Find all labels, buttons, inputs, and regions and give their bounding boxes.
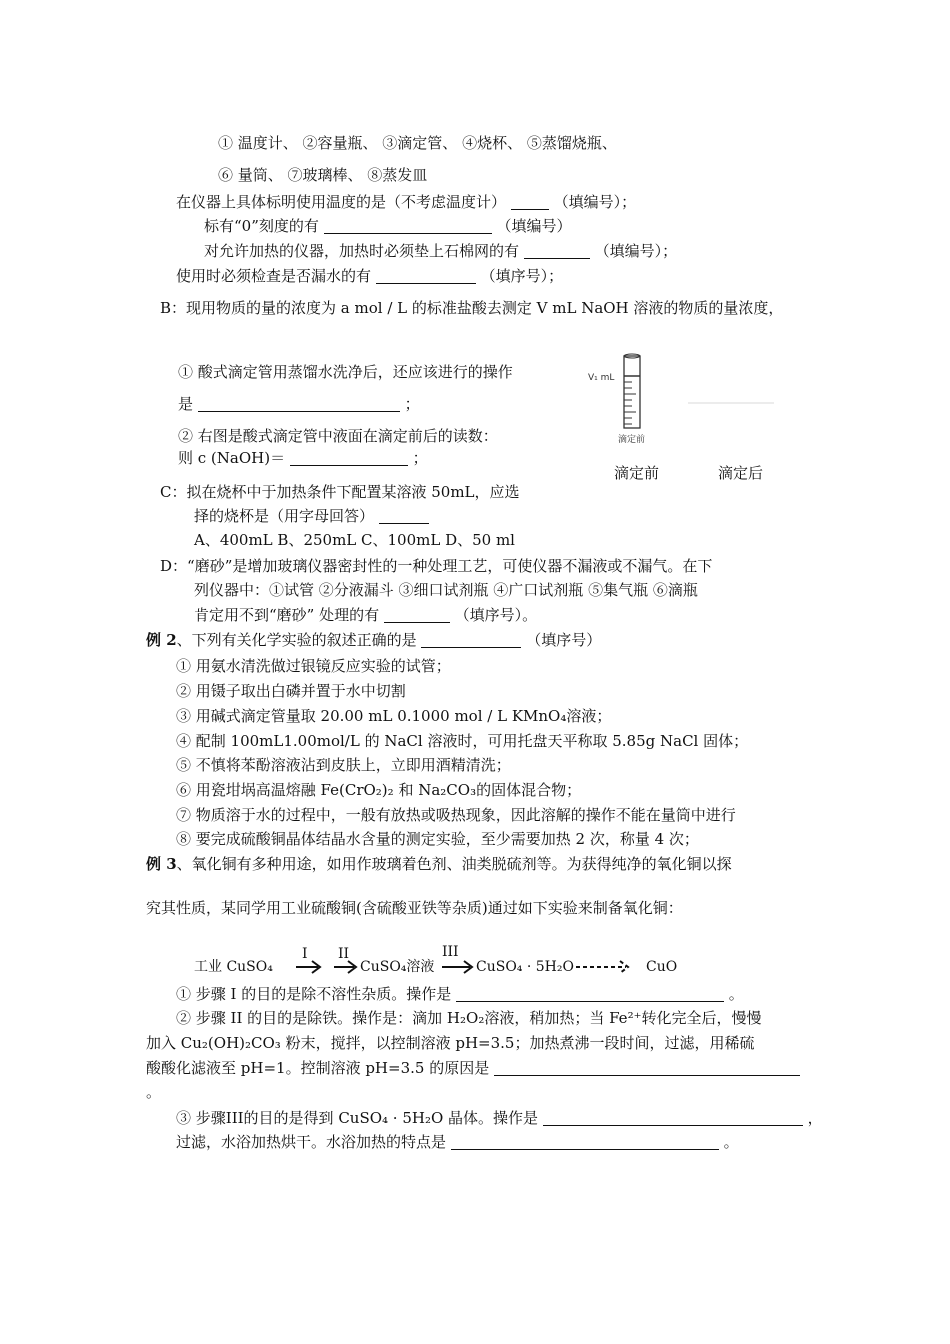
example-3-step3-line1 (176, 1108, 823, 1128)
question-text: 择的烧杯是（用字母回答） (194, 507, 375, 525)
example-2-item: ⑥ 用瓷坩埚高温熔融 Fe(CrO₂)₂ 和 Na₂CO₃的固体混合物； (176, 781, 582, 799)
question-tail: ； (404, 395, 420, 413)
part-c-line2 (194, 506, 429, 526)
question-text: ① 步骤 I 的目的是除不溶性杂质。操作是 (176, 985, 452, 1003)
question-tail: （填编号）； (553, 193, 637, 211)
example-3-step2-line2: 加入 Cu₂(OH)₂CO₃ 粉末，搅拌，以控制溶液 pH=3.5；加热煮沸一段时间，过滤，用稀硫 (146, 1034, 755, 1052)
question-temperature-marking (176, 192, 636, 212)
example-2-title (146, 630, 601, 650)
question-tail: ， (807, 1109, 823, 1127)
question-text: 是 (178, 395, 194, 413)
question-text: 、下列有关化学实验的叙述正确的是 (176, 631, 417, 649)
question-text: 则 c (NaOH)＝ (178, 449, 286, 467)
question-tail: （填序号）。 (454, 606, 538, 624)
part-c-options: A、400mL B、250mL C、100mL D、50 ml (194, 531, 515, 549)
part-b-intro: B：现用物质的量的浓度为 a mol / L 的标准盐酸去测定 V mL NaOH 溶液的物质的量浓度， (160, 299, 784, 317)
example-2-item: ⑤ 不慎将苯酚溶液沾到皮肤上，立即用酒精清洗； (176, 756, 511, 774)
question-tail: 。 (723, 1133, 739, 1151)
answer-blank[interactable] (324, 218, 492, 234)
flow-arrow-1 (296, 961, 320, 973)
caption-before-titration: 滴定前 (614, 464, 660, 482)
question-text: 在仪器上具体标明使用温度的是（不考虑温度计） (176, 193, 507, 211)
flow-diagram (194, 942, 714, 978)
question-leak-check (176, 266, 563, 286)
question-text: 过滤，水浴加热烘干。水浴加热的特点是 (176, 1133, 447, 1151)
example-label: 例 3 (146, 855, 177, 873)
example-2-item: ⑧ 要完成硫酸铜晶体结晶水含量的测定实验，至少需要加热 2 次，称量 4 次； (176, 830, 699, 848)
answer-blank[interactable] (456, 986, 724, 1002)
question-tail: （填序号） (526, 631, 602, 649)
question-text: 肯定用不到“磨砂” 处理的有 (194, 606, 380, 624)
flow-arrow-2 (334, 961, 356, 973)
answer-blank[interactable] (451, 1134, 719, 1150)
example-2-item: ⑦ 物质溶于水的过程中，一般有放热或吸热现象，因此溶解的操作不能在量筒中进行 (176, 806, 736, 824)
question-asbestos-net (204, 241, 677, 261)
part-b-q1-line2 (178, 394, 420, 414)
answer-blank[interactable] (421, 632, 521, 648)
answer-blank[interactable] (379, 508, 429, 524)
example-label: 例 2 (146, 631, 177, 649)
answer-blank[interactable] (511, 194, 549, 210)
preparation-flow (194, 942, 714, 978)
question-tail: （填编号）； (594, 242, 678, 260)
flow-step-3-label: III (442, 944, 459, 960)
question-text: 标有“0”刻度的有 (204, 217, 319, 235)
answer-blank[interactable] (543, 1110, 803, 1126)
part-d-line3 (194, 605, 537, 625)
answer-blank[interactable] (290, 450, 408, 466)
example-2-item: ③ 用碱式滴定管量取 20.00 mL 0.1000 mol / L KMnO₄溶液； (176, 707, 612, 725)
flow-mid-1: CuSO₄溶液 (360, 959, 435, 975)
question-tail: 。 (728, 985, 744, 1003)
flow-step-1-label: I (302, 946, 308, 962)
example-2-item: ① 用氨水清洗做过银镜反应实验的试管； (176, 657, 451, 675)
answer-blank[interactable] (376, 268, 476, 284)
question-text: 酸酸化滤液至 pH=1。控制溶液 pH=3.5 的原因是 (146, 1059, 490, 1077)
instrument-list-line2: ⑥ 量筒、 ⑦玻璃棒、 ⑧蒸发皿 (218, 166, 428, 184)
flow-step-2-label: II (338, 946, 350, 962)
question-text: ③ 步骤III的目的是得到 CuSO₄ · 5H₂O 晶体。操作是 (176, 1109, 539, 1127)
answer-blank[interactable] (524, 243, 590, 259)
example-2-item: ④ 配制 100mL1.00mol/L 的 NaCl 溶液时，可用托盘天平称取 5.85g NaCl 固体； (176, 732, 749, 750)
question-tail: （填编号） (496, 217, 572, 235)
example-3-step2-line1: ② 步骤 II 的目的是除铁。操作是：滴加 H₂O₂溶液，稍加热；当 Fe²⁺转化完全后，慢慢 (176, 1009, 762, 1027)
question-tail: ； (412, 449, 428, 467)
flow-start: 工业 CuSO₄ (194, 959, 273, 975)
burette-figure (586, 352, 666, 448)
burette-small-caption: 滴定前 (618, 435, 646, 445)
caption-after-titration: 滴定后 (718, 464, 764, 482)
burette-after-placeholder (688, 402, 774, 404)
flow-end: CuO (646, 959, 678, 975)
part-b-q2-line2 (178, 448, 428, 468)
example-3-step2-line4: 。 (146, 1083, 162, 1101)
example-3-step1 (176, 984, 744, 1004)
question-text: 、氧化铜有多种用途，如用作玻璃着色剂、油类脱硫剂等。为获得纯净的氧化铜以探 (176, 855, 732, 873)
part-b-q1-line1: ① 酸式滴定管用蒸馏水洗净后，还应该进行的操作 (178, 363, 513, 381)
example-3-step2-line3 (146, 1058, 800, 1078)
example-3-step3-line2 (176, 1132, 739, 1152)
answer-blank[interactable] (384, 607, 450, 623)
part-d-line2: 列仪器中：①试管 ②分液漏斗 ③细口试剂瓶 ④广口试剂瓶 ⑤集气瓶 ⑥滴瓶 (194, 581, 698, 599)
flow-mid-2: CuSO₄ · 5H₂O (476, 959, 574, 975)
flow-arrow-3 (442, 961, 472, 973)
instrument-list-line1: ① 温度计、 ②容量瓶、 ③滴定管、 ④烧杯、 ⑤蒸馏烧瓶、 (218, 134, 617, 152)
question-text: 对允许加热的仪器，加热时必须垫上石棉网的有 (204, 242, 520, 260)
question-zero-mark (204, 216, 571, 236)
burette-volume-label: V₁ mL (588, 373, 615, 383)
example-3-line1 (146, 854, 732, 874)
answer-blank[interactable] (198, 396, 400, 412)
question-tail: （填序号）； (480, 267, 564, 285)
answer-blank[interactable] (494, 1060, 800, 1076)
part-c-line1: C：拟在烧杯中于加热条件下配置某溶液 50mL，应选 (160, 483, 520, 501)
burette-before-drawing (586, 352, 666, 448)
question-text: 使用时必须检查是否漏水的有 (176, 267, 372, 285)
part-b-q2-line1: ② 右图是酸式滴定管中液面在滴定前后的读数： (178, 427, 498, 445)
example-2-item: ② 用镊子取出白磷并置于水中切割 (176, 682, 406, 700)
flow-arrow-4-dashed (576, 961, 628, 973)
example-3-line2: 究其性质，某同学用工业硫酸铜(含硫酸亚铁等杂质)通过如下实验来制备氧化铜： (146, 899, 683, 917)
part-d-line1: D：“磨砂”是增加玻璃仪器密封性的一种处理工艺，可使仪器不漏液或不漏气。在下 (160, 557, 713, 575)
